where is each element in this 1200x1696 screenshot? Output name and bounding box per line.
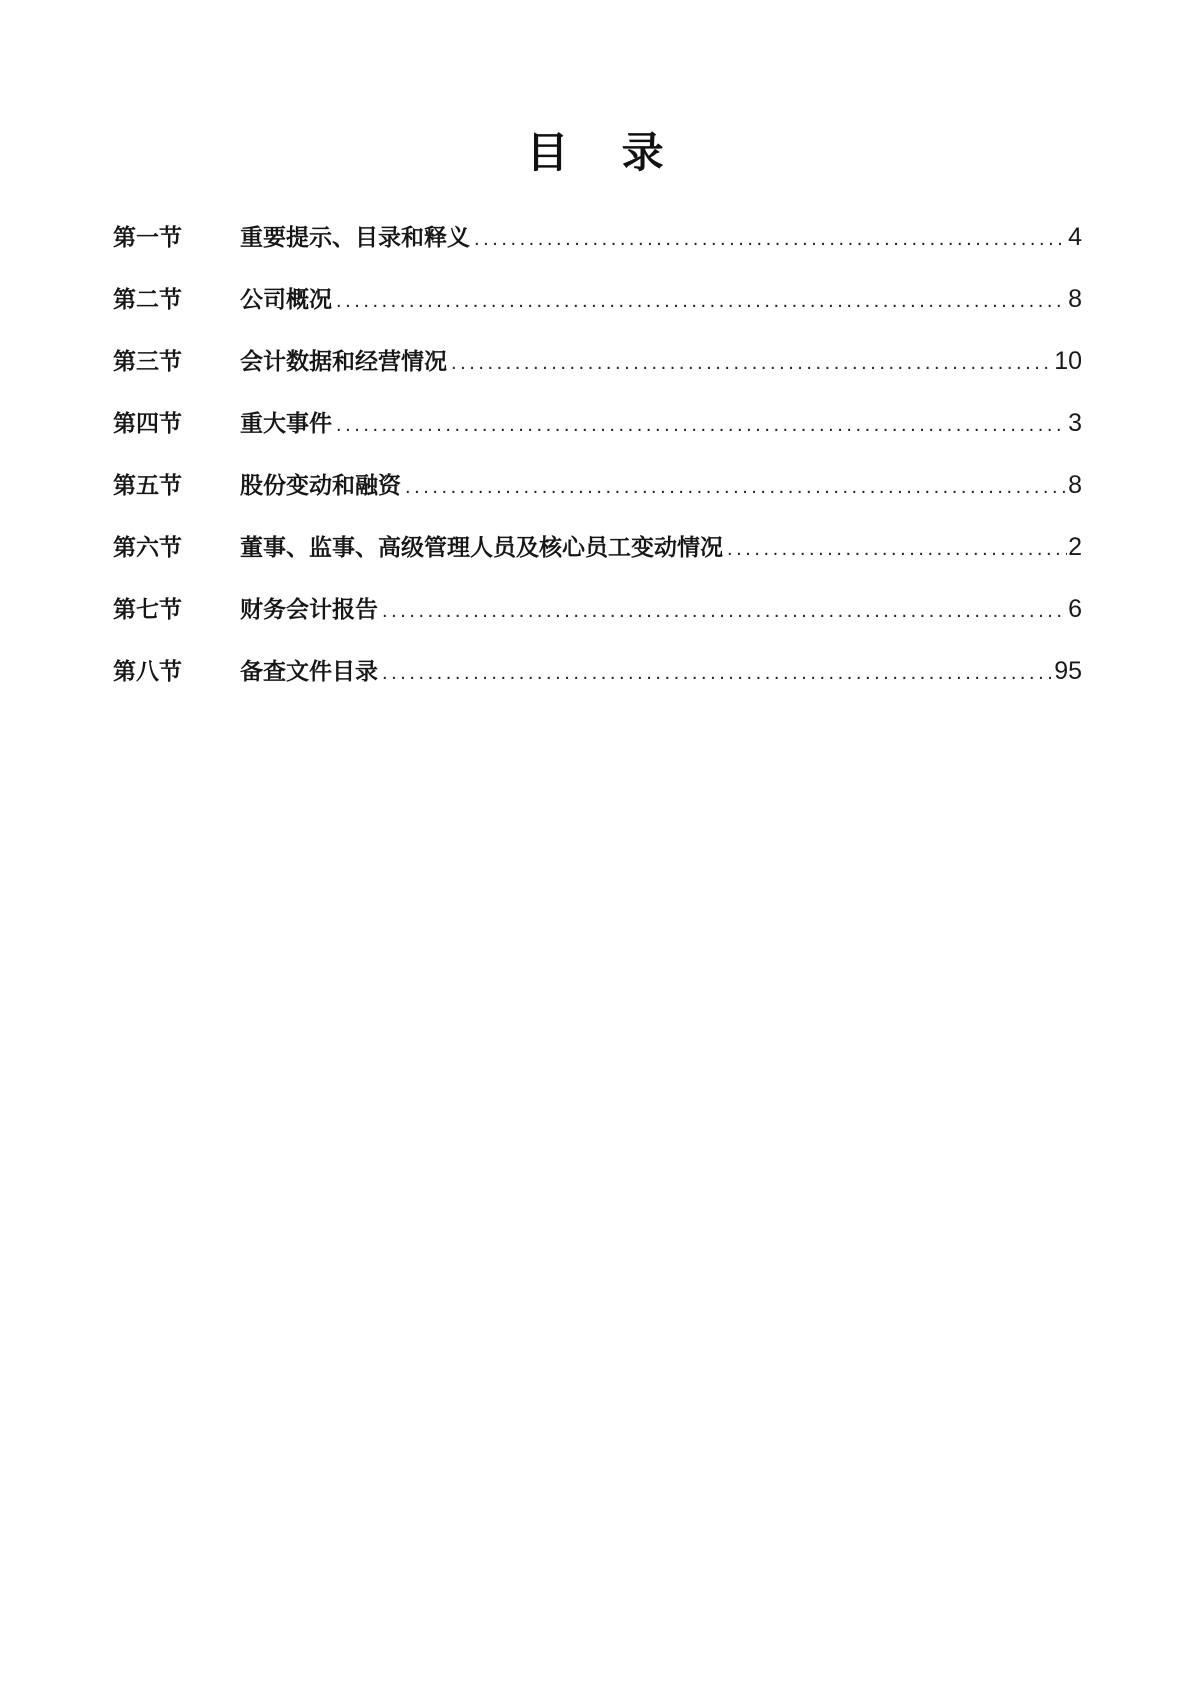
toc-entry-title: 公司概况: [240, 286, 332, 313]
toc-chapter-label: 第八节: [113, 658, 182, 685]
page-title: 目 录: [526, 129, 674, 176]
toc-chapter-label: 第一节: [113, 224, 182, 251]
toc-page-number: 4: [1068, 223, 1082, 252]
toc-page-number: 6: [1068, 595, 1082, 624]
toc-page-number: 2: [1068, 533, 1082, 562]
toc-entry-title: 备查文件目录: [240, 658, 378, 685]
toc-entry: [113, 640, 1082, 702]
dot-leader: [382, 642, 1053, 704]
toc-chapter-label: 第三节: [113, 348, 182, 375]
toc-entry-title: 重大事件: [240, 410, 332, 437]
toc-page-number: 95: [1054, 657, 1082, 686]
toc-chapter-label: 第五节: [113, 472, 182, 499]
dot-leader: [382, 580, 1067, 642]
dot-leader: [405, 456, 1067, 518]
toc-entry-title: 董事、监事、高级管理人员及核心员工变动情况: [240, 534, 723, 561]
dot-leader: [451, 332, 1053, 394]
toc-entry-title: 财务会计报告: [240, 596, 378, 623]
toc-chapter-label: 第四节: [113, 410, 182, 437]
toc-entry: [113, 578, 1082, 640]
toc-entry-title: 重要提示、目录和释义: [240, 224, 470, 251]
dot-leader: [474, 208, 1067, 270]
toc-page-number: 8: [1068, 285, 1082, 314]
toc-entry-title: 股份变动和融资: [240, 472, 401, 499]
toc-page-number: 3: [1068, 409, 1082, 438]
toc-entry-title: 会计数据和经营情况: [240, 348, 447, 375]
toc-chapter-label: 第七节: [113, 596, 182, 623]
dot-leader: [336, 270, 1067, 332]
toc-entry: [113, 206, 1082, 268]
toc-page-number: 8: [1068, 471, 1082, 500]
toc-chapter-label: 第六节: [113, 534, 182, 561]
toc-chapter-label: 第二节: [113, 286, 182, 313]
toc-entry: [113, 268, 1082, 330]
toc-entry: [113, 454, 1082, 516]
toc-page-number: 10: [1054, 347, 1082, 376]
toc-entry: [113, 330, 1082, 392]
toc-entry: [113, 516, 1082, 578]
dot-leader: [336, 394, 1067, 456]
table-of-contents: [0, 206, 1200, 702]
dot-leader: [727, 518, 1067, 580]
toc-entry: [113, 392, 1082, 454]
